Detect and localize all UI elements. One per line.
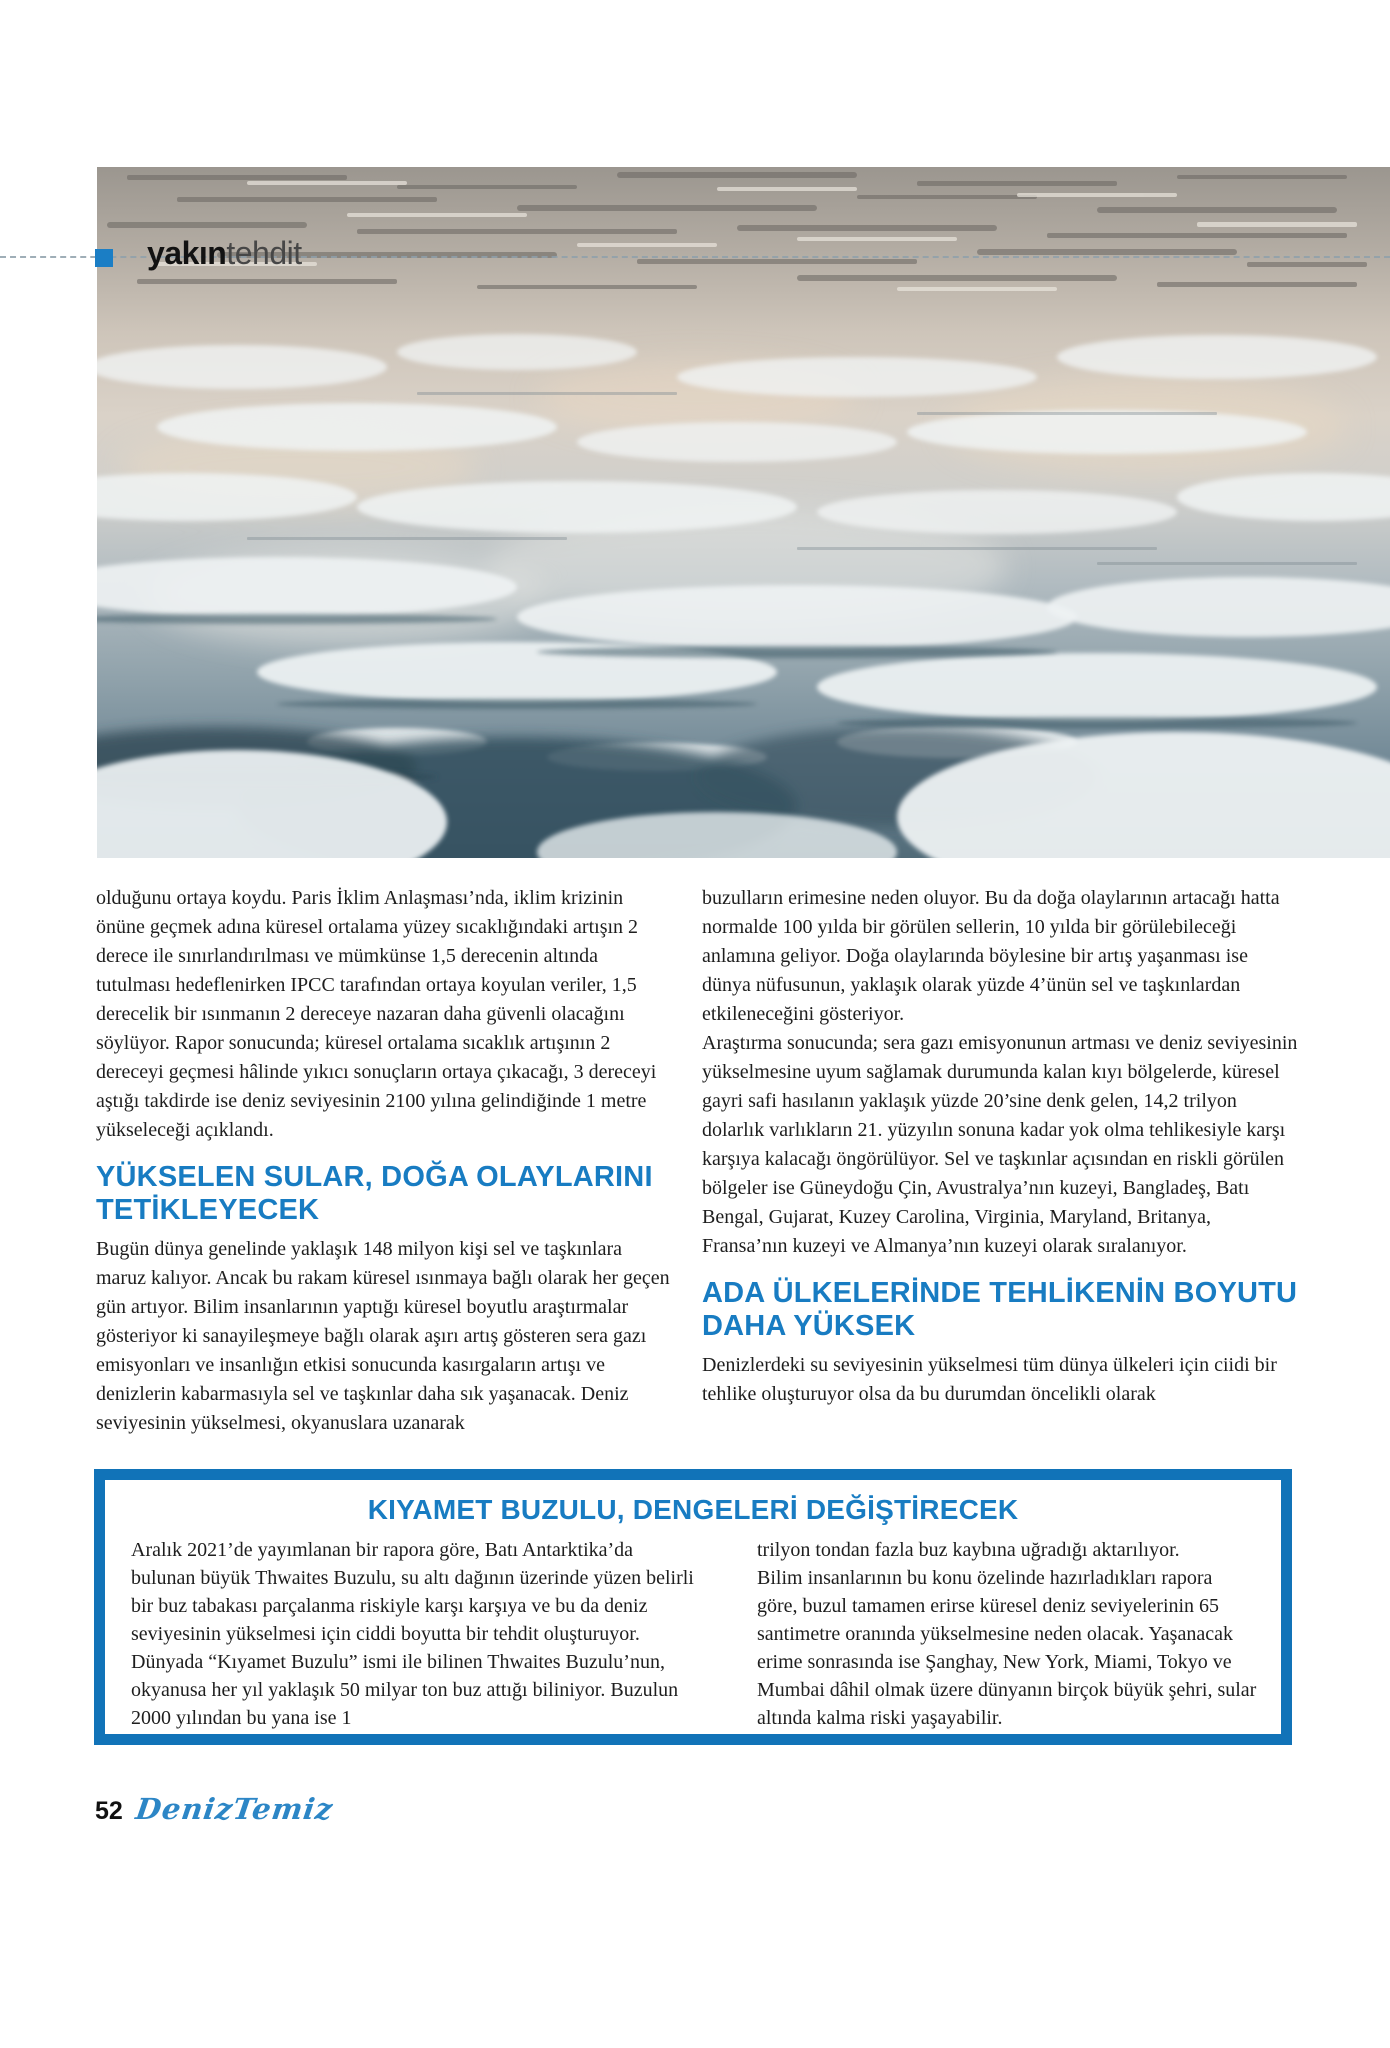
body-paragraph: buzulların erimesine neden oluyor. Bu da doğa olaylarının artacağı hatta normalde 100 yılda bir görülen sellerin, 10 yılda bir görülebileceği anlamına geliyor. Doğa olaylarında böylesine bir artış yaşanması ise dünya nüfusunun, yaklaşık olarak yüzde 4’ünün sel ve taşkınlardan etkileneceğini gösteriyor. <box>702 887 1280 1025</box>
box-title: KIYAMET BUZULU, DENGELERİ DEĞİŞTİRECEK <box>367 1494 1019 1525</box>
article-right-column <box>702 884 1298 1464</box>
body-paragraph: olduğunu ortaya koydu. Paris İklim Anlaşması’nda, iklim krizinin önüne geçmek adına küresel ortalama yüzey sıcaklığındaki artışın 2 derece ile sınırlandırılması ve mümkünse 1,5 derecenin altında tutulması hedeflenirken IPCC tarafından ortaya koyulan veriler, 1,5 derecelik bir ısınmanın 2 dereceye nazaran daha güvenli olacağını söylüyor. Rapor sonucunda; küresel ortalama sıcaklık artışının 2 dereceyi geçmesi hâlinde yıkıcı sonuçların ortaya çıkacağı, 3 dereceyi aştığı takdirde ise deniz seviyesinin 2100 yılına gelindiğinde 1 metre yükseleceği açıklandı. <box>96 887 657 1141</box>
subheading-island-nations: ADA ÜLKELERİNDE TEHLİKENİN BOYUTU DAHA YÜKSEK <box>702 1277 1298 1342</box>
body-paragraph: Araştırma sonucunda; sera gazı emisyonunun artması ve deniz seviyesinin yükselmesine uyum sağlamak durumunda kalan kıyı bölgelerde, küresel gayri safi hasılanın yaklaşık yüzde 20’sine denk gelen, 14,2 trilyon dolarlık varlıkların 21. yüzyılın sonuna kadar yok olma tehlikesiyle karşı karşıya kalacağı öngörülüyor. Sel ve taşkınlar açısından en riskli görülen bölgeler ise Güneydoğu Çin, Avustralya’nın kuzeyi, Bangladeş, Batı Bengal, Gujarat, Kuzey Carolina, Virginia, Maryland, Britanya, Fransa’nın kuzeyi ve Almanya’nın kuzeyi olarak sıralanıyor. <box>702 1032 1298 1257</box>
box-left-column <box>131 1536 701 1732</box>
section-label-light: tehdit <box>226 235 302 271</box>
body-paragraph: Bugün dünya genelinde yaklaşık 148 milyon kişi sel ve taşkınlara maruz kalıyor. Ancak bu rakam küresel ısınmaya bağlı olarak her geçen gün artıyor. Bilim insanlarının yaptığı küresel boyutlu araştırmalar gösteriyor ki sanayileşmeye bağlı olarak aşırı artış gösteren sera gazı emisyonları ve insanlığın etkisi sonucunda kasırgaların artışı ve denizlerin kabarmasıyla sel ve taşkınlar daha sık yaşanacak. Deniz seviyesinin yükselmesi, okyanuslara uzanarak <box>96 1238 670 1434</box>
box-right-column <box>757 1536 1257 1732</box>
box-columns <box>105 1526 1281 1732</box>
section-label-bold: yakın <box>147 235 227 271</box>
body-paragraph: Bilim insanlarının bu konu özelinde hazırladıkları rapora göre, buzul tamamen erirse küresel deniz seviyelerinin 65 santimetre oranında yükselmesine neden olacak. Yaşanacak erime sonrasında ise Şanghay, New York, Miami, Tokyo ve Mumbai dâhil olmak üzere dünyanın birçok büyük şehri, sular altında kalma riski yaşayabilir. <box>757 1567 1257 1729</box>
magazine-logo: DenizTemiz <box>133 1792 336 1826</box>
doomsday-glacier-box <box>94 1469 1292 1745</box>
section-label <box>147 235 302 271</box>
subheading-rising-waters: YÜKSELEN SULAR, DOĞA OLAYLARINI TETİKLEYECEK <box>96 1161 653 1226</box>
section-marker-square-icon <box>95 249 113 267</box>
article-left-column <box>96 884 673 1464</box>
body-paragraph: Aralık 2021’de yayımlanan bir rapora göre, Batı Antarktika’da bulunan büyük Thwaites Buzulu, su altı dağının üzerinde yüzen belirli bir buz tabakası parçalanma riskiyle karşı karşıya ve bu da deniz seviyesinin yükselmesi için ciddi boyutta bir tehdit oluşturuyor. Dünyada “Kıyamet Buzulu” ismi ile bilinen Thwaites Buzulu’nun, okyanusa her yıl yaklaşık 50 milyar ton buz attığı biliniyor. Buzulun 2000 yılından bu yana ise 1 <box>131 1539 694 1729</box>
body-paragraph: Denizlerdeki su seviyesinin yükselmesi tüm dünya ülkeleri için ciidi bir tehlike oluşturuyor olsa da bu durumdan öncelikli olarak <box>702 1354 1277 1405</box>
body-paragraph: trilyon tondan fazla buz kaybına uğradığı aktarılıyor. <box>757 1539 1180 1561</box>
page-number: 52 <box>95 1797 123 1825</box>
